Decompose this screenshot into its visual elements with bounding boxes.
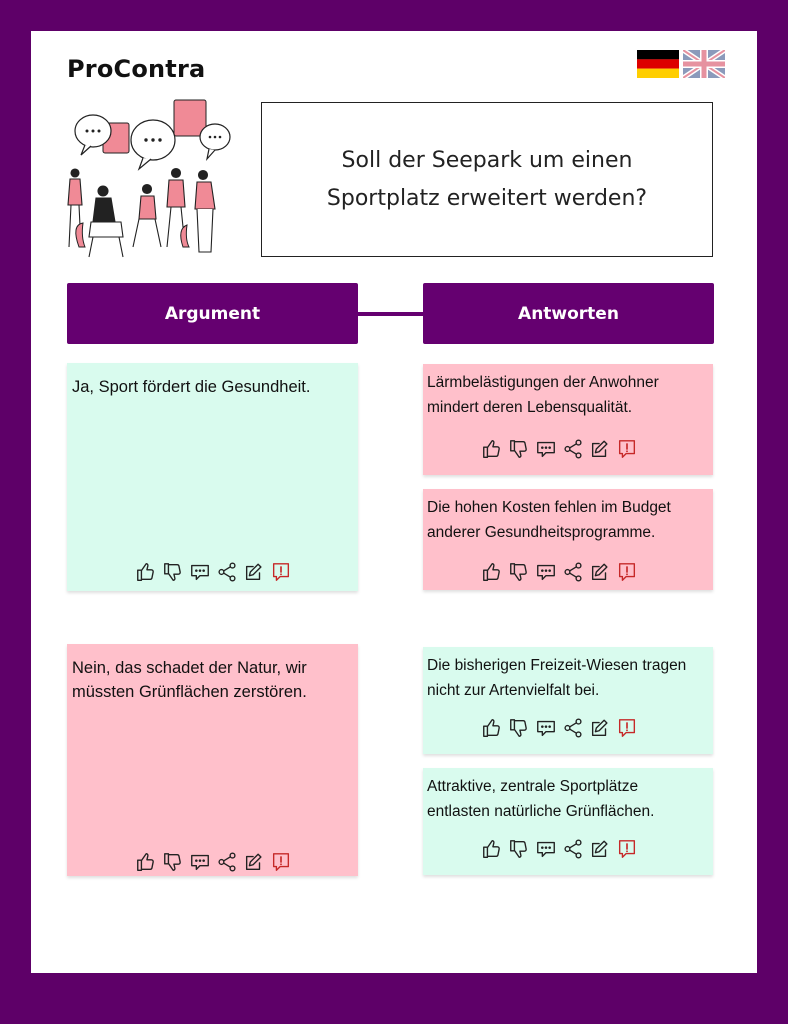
argument-column-header: Argument [67, 283, 358, 344]
argument-text: Nein, das schadet der Natur, wir müssten Grünflächen zerstören. [72, 659, 307, 701]
edit-icon[interactable] [241, 849, 266, 874]
argument-card[interactable] [67, 644, 358, 876]
thumbs-up-icon[interactable] [133, 559, 158, 584]
thumbs-up-icon[interactable] [479, 715, 504, 740]
uk-flag-icon[interactable] [683, 50, 725, 78]
share-icon[interactable] [560, 836, 585, 861]
thumbs-down-icon[interactable] [506, 836, 531, 861]
answer-card[interactable] [423, 364, 713, 475]
answers-column-header: Antworten [423, 283, 714, 344]
report-icon[interactable] [614, 436, 639, 461]
report-icon[interactable] [614, 836, 639, 861]
comment-icon[interactable] [187, 849, 212, 874]
report-icon[interactable] [614, 715, 639, 740]
thumbs-down-icon[interactable] [160, 849, 185, 874]
action-bar [133, 849, 293, 874]
argument-card[interactable] [67, 363, 358, 591]
header-connector [357, 312, 424, 316]
argument-text: Ja, Sport fördert die Gesundheit. [72, 378, 311, 396]
thumbs-down-icon[interactable] [160, 559, 185, 584]
thumbs-up-icon[interactable] [133, 849, 158, 874]
answer-card[interactable] [423, 489, 713, 590]
answer-text: Attraktive, zentrale Sportplätze entlasten natürliche Grünflächen. [427, 778, 655, 820]
action-bar [479, 715, 639, 740]
comment-icon[interactable] [533, 836, 558, 861]
answer-text: Die bisherigen Freizeit-Wiesen tragen nicht zur Artenvielfalt bei. [427, 657, 687, 699]
report-icon[interactable] [268, 849, 293, 874]
thumbs-up-icon[interactable] [479, 836, 504, 861]
comment-icon[interactable] [533, 715, 558, 740]
thumbs-down-icon[interactable] [506, 715, 531, 740]
action-bar [133, 559, 293, 584]
question-text: Soll der Seepark um einen Sportplatz erweitert werden? [326, 147, 648, 211]
comment-icon[interactable] [533, 436, 558, 461]
edit-icon[interactable] [241, 559, 266, 584]
share-icon[interactable] [560, 559, 585, 584]
answer-card[interactable] [423, 768, 713, 875]
thumbs-up-icon[interactable] [479, 436, 504, 461]
action-bar [479, 436, 639, 461]
answer-text: Die hohen Kosten fehlen im Budget anderer Gesundheitsprogramme. [427, 499, 671, 541]
action-bar [479, 559, 639, 584]
discussion-illustration [63, 97, 239, 259]
thumbs-up-icon[interactable] [479, 559, 504, 584]
edit-icon[interactable] [587, 715, 612, 740]
edit-icon[interactable] [587, 836, 612, 861]
action-bar [479, 836, 639, 861]
report-icon[interactable] [268, 559, 293, 584]
share-icon[interactable] [560, 436, 585, 461]
edit-icon[interactable] [587, 436, 612, 461]
comment-icon[interactable] [533, 559, 558, 584]
edit-icon[interactable] [587, 559, 612, 584]
procontra-logo: ProContra [67, 55, 206, 83]
german-flag-icon[interactable] [637, 50, 679, 78]
answer-text: Lärmbelästigungen der Anwohner mindert deren Lebensqualität. [427, 374, 659, 416]
answer-card[interactable] [423, 647, 713, 754]
share-icon[interactable] [214, 559, 239, 584]
question-box [261, 102, 713, 257]
page-panel [31, 31, 757, 973]
thumbs-down-icon[interactable] [506, 559, 531, 584]
share-icon[interactable] [214, 849, 239, 874]
thumbs-down-icon[interactable] [506, 436, 531, 461]
share-icon[interactable] [560, 715, 585, 740]
report-icon[interactable] [614, 559, 639, 584]
comment-icon[interactable] [187, 559, 212, 584]
